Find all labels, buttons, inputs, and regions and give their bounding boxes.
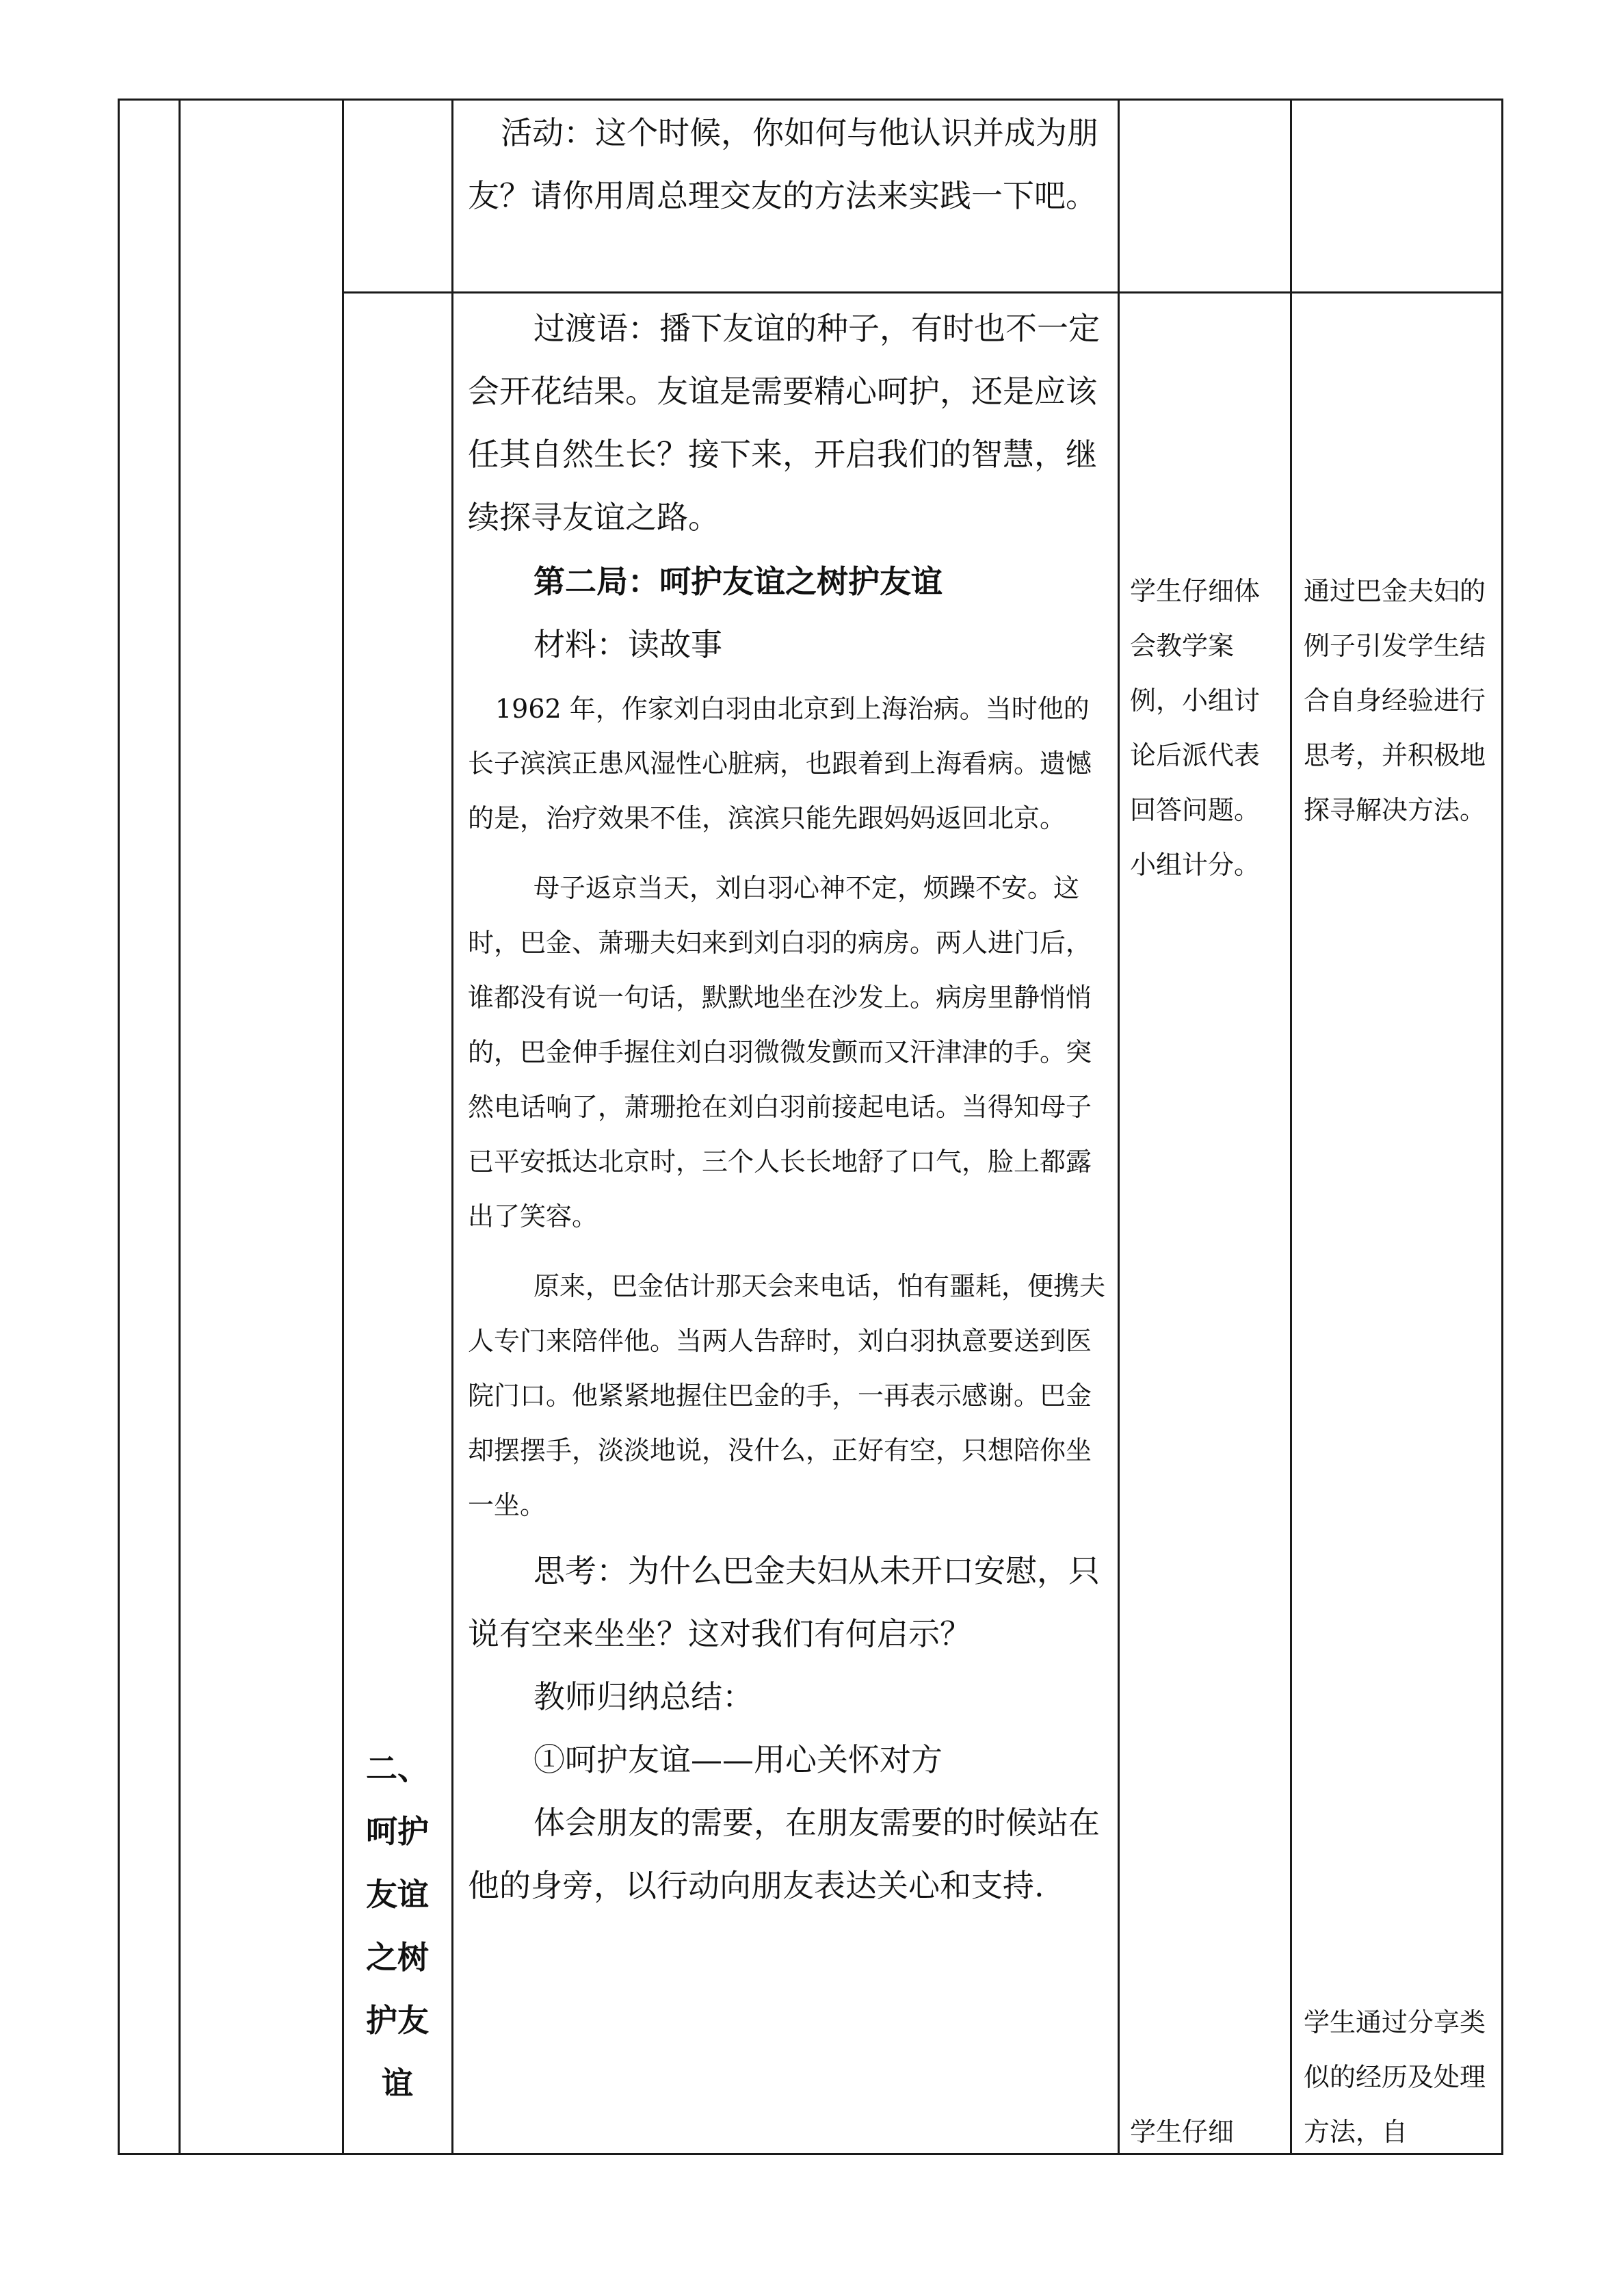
teaching-content-cell xyxy=(468,297,1108,1917)
round-heading: 第二局：呵护友谊之树护友谊 xyxy=(533,563,943,600)
story-paragraph: 母子返京当天，刘白羽心神不定，烦躁不安。这时，巴金、萧珊夫妇来到刘白羽的病房。两人进门后，谁都没有说一句话，默默地坐在沙发上。病房里静悄悄的，巴金伸手握住刘白羽微微发颤而又汗津津的手。突然电话响了，萧珊抢在刘白羽前接起电话。当得知母子已平安抵达北京时，三个人长长地舒了口气，脸上都露出了笑容。 xyxy=(468,873,1092,1231)
material-label: 材料：读故事 xyxy=(533,626,722,663)
student-activity-text: 学生仔细体会教学案例，小组讨论后派代表回答问题。 xyxy=(1130,576,1261,825)
student-activity-cell-2 xyxy=(1130,2104,1279,2159)
column-divider-4 xyxy=(1118,99,1120,2155)
column-divider-2 xyxy=(342,99,344,2155)
think-question: 思考：为什么巴金夫妇从未开口安慰，只说有空来坐坐？这对我们有何启示？ xyxy=(468,1552,1100,1652)
column-divider-5 xyxy=(1290,99,1292,2155)
design-intent-text-2: 学生通过分享类似的经历及处理方法，自 xyxy=(1304,2007,1486,2147)
design-intent-text: 通过巴金夫妇的例子引发学生结合自身经验进行思考，并积极地探寻解决方法。 xyxy=(1304,576,1486,825)
row-divider xyxy=(342,291,1503,293)
point-heading: ①呵护友谊——用心关怀对方 xyxy=(533,1741,943,1778)
table-bottom-border xyxy=(118,2153,1503,2155)
column-divider-1 xyxy=(179,99,181,2155)
lesson-plan-table xyxy=(118,99,1503,2155)
section-title-line: 谊 xyxy=(382,2065,413,2102)
section-title-line: 之树 xyxy=(366,1939,429,1976)
design-intent-cell-2 xyxy=(1304,1995,1488,2159)
activity-cell xyxy=(468,101,1107,227)
section-title-line: 二、 xyxy=(366,1750,429,1787)
table-left-border xyxy=(118,99,120,2155)
story-paragraph: 原来，巴金估计那天会来电话，怕有噩耗，便携夫人专门来陪伴他。当两人告辞时，刘白羽执意要送到医院门口。他紧紧地握住巴金的手，一再表示感谢。巴金却摆摆手，淡淡地说，没什么，正好有空，只想陪你坐一坐。 xyxy=(468,1271,1106,1520)
story-paragraph: 1962 年，作家刘白羽由北京到上海治病。当时他的长子滨滨正患风湿性心脏病，也跟着到上海看病。遗憾的是，治疗效果不佳，滨滨只能先跟妈妈返回北京。 xyxy=(468,694,1092,833)
summary-label: 教师归纳总结： xyxy=(533,1678,754,1715)
section-title-cell xyxy=(346,1737,449,2115)
table-top-border xyxy=(118,99,1503,101)
column-divider-3 xyxy=(451,99,453,2155)
activity-text: 活动：这个时候，你如何与他认识并成为朋友？请你用周总理交友的方法来实践一下吧。 xyxy=(468,114,1098,214)
transition-text: 过渡语：播下友谊的种子，有时也不一定会开花结果。友谊是需要精心呵护，还是应该任其自然生长？接下来，开启我们的智慧，继续探寻友谊之路。 xyxy=(468,310,1100,536)
section-title-line: 友谊 xyxy=(366,1876,429,1913)
student-activity-scoring: 小组计分。 xyxy=(1130,850,1261,880)
student-activity-text-2: 学生仔细 xyxy=(1130,2117,1235,2147)
table-right-border xyxy=(1501,99,1503,2155)
student-activity-cell xyxy=(1130,564,1279,892)
section-title-line: 护友 xyxy=(366,2002,429,2039)
section-title-line: 呵护 xyxy=(366,1813,429,1850)
design-intent-cell xyxy=(1304,564,1488,837)
point-detail: 体会朋友的需要，在朋友需要的时候站在他的身旁，以行动向朋友表达关心和支持. xyxy=(468,1804,1100,1904)
